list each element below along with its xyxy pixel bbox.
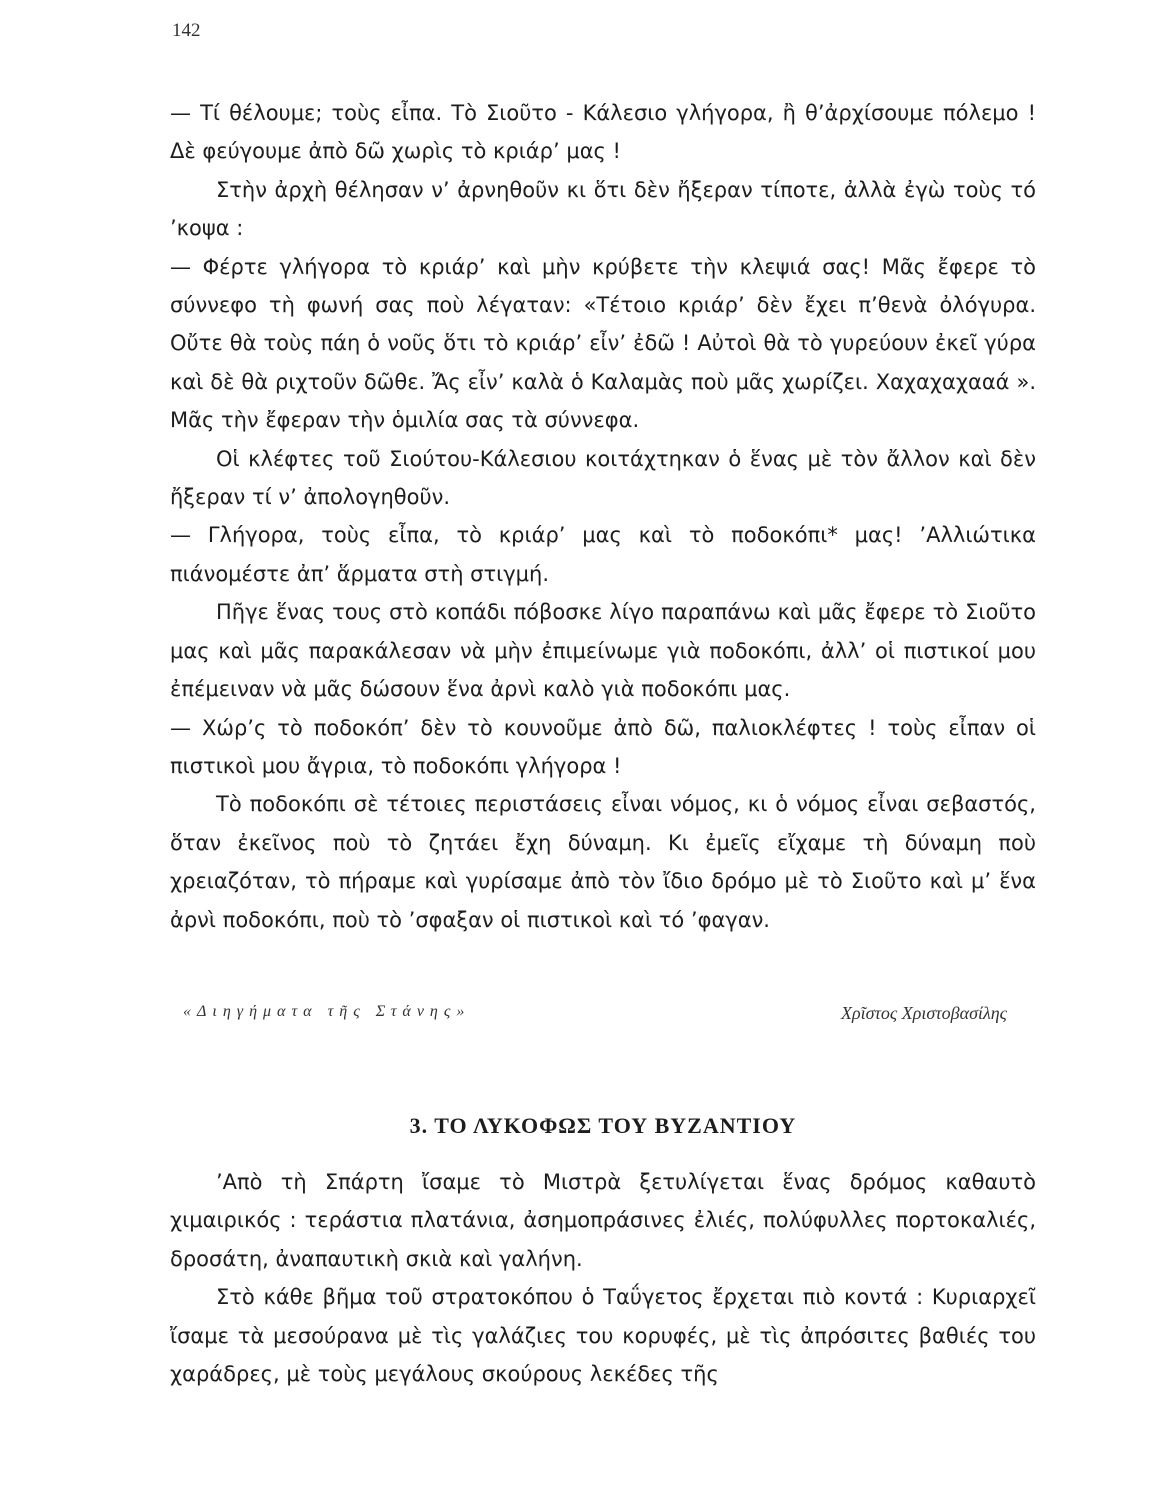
attribution-source: «Διηγήματα τῆς Στάνης» bbox=[183, 1003, 471, 1020]
section-text bbox=[170, 1163, 1036, 1393]
paragraph: Στὸ κάθε βῆμα τοῦ στρατοκόπου ὁ Ταΰγετος ἔρχεται πιὸ κοντά : Κυριαρχεῖ ἴσαμε τὰ μεσούρανα μὲ τὶς γαλάζιες του κορυφές, μὲ τὶς ἀπρόσιτες βαθιές του χαράδρες, μὲ τοὺς μεγάλους σκούρους λεκέδες τῆς bbox=[170, 1285, 1036, 1387]
paragraph: — Τί θέλουμε; τοὺς εἶπα. Τὸ Σιοῦτο - Κάλεσιο γλήγορα, ἢ θ’ἀρχίσουμε πόλεμο ! Δὲ φεύγουμε ἀπὸ δῶ χωρὶς τὸ κριάρ’ μας ! bbox=[170, 101, 1036, 164]
paragraph: Τὸ ποδοκόπι σὲ τέτοιες περιστάσεις εἶναι νόμος, κι ὁ νόμος εἶναι σεβαστός, ὅταν ἐκεῖνος ποὺ τὸ ζητάει ἔχη δύναμη. Κι ἐμεῖς εἴχαμε τὴ δύναμη ποὺ χρειαζόταν, τὸ πήραμε καὶ γυρίσαμε ἀπὸ τὸν ἴδιο δρόμο μὲ τὸ Σιοῦτο καὶ μ’ ἕνα ἀρνὶ ποδοκόπι, ποὺ τὸ ’σφαξαν οἱ πιστικοὶ καὶ τό ’φαγαν. bbox=[170, 792, 1036, 932]
paragraph: — Γλήγορα, τοὺς εἶπα, τὸ κριάρ’ μας καὶ τὸ ποδοκόπι* μας! ’Αλλιώτικα πιάνομέστε ἀπ’ ἅρματα στὴ στιγμή. bbox=[170, 523, 1036, 586]
paragraph: Πῆγε ἕνας τους στὸ κοπάδι πόβοσκε λίγο παραπάνω καὶ μᾶς ἔφερε τὸ Σιοῦτο μας καὶ μᾶς παρακάλεσαν νὰ μὴν ἐπιμείνωμε γιὰ ποδοκόπι, ἀλλ’ οἱ πιστικοί μου ἐπέμειναν νὰ μᾶς δώσουν ἕνα ἀρνὶ καλὸ γιὰ ποδοκόπι μας. bbox=[170, 600, 1036, 702]
attribution-author: Χρῖστος Χριστοβασίλης bbox=[840, 1003, 1007, 1023]
section-heading: 3. ΤΟ ΛΥΚΟΦΩΣ ΤΟΥ ΒΥΖΑΝΤΙΟΥ bbox=[409, 1113, 797, 1138]
paragraph: Στὴν ἀρχὴ θέλησαν ν’ ἀρνηθοῦν κι ὅτι δὲν ἤξεραν τίποτε, ἀλλὰ ἐγὼ τοὺς τό ’κοψα : bbox=[170, 177, 1036, 241]
story-text bbox=[170, 94, 1036, 939]
paragraph: Οἱ κλέφτες τοῦ Σιούτου-Κάλεσιου κοιτάχτηκαν ὁ ἕνας μὲ τὸν ἄλλον καὶ δὲν ἤξεραν τί ν’ ἀπολογηθοῦν. bbox=[170, 446, 1036, 510]
paragraph: — Φέρτε γλήγορα τὸ κριάρ’ καὶ μὴν κρύβετε τὴν κλεψιά σας! Μᾶς ἔφερε τὸ σύννεφο τὴ φωνή σας ποὺ λέγαταν: «Τέτοιο κριάρ’ δὲν ἔχει π’θενὰ ὀλόγυρα. Οὔτε θὰ τοὺς πάη ὁ νοῦς ὅτι τὸ κριάρ’ εἶν’ ἐδῶ ! Αὐτοὶ θὰ τὸ γυρεύουν ἐκεῖ γύρα καὶ δὲ θὰ ριχτοῦν δῶθε. Ἄς εἶν’ καλὰ ὁ Καλαμὰς ποὺ μᾶς χωρίζει. Χαχαχαχααά ». Μᾶς τὴν ἔφεραν τὴν ὁμιλία σας τὰ σύννεφα. bbox=[170, 254, 1036, 433]
attribution bbox=[183, 1003, 1007, 1024]
paragraph: — Χώρ’ς τὸ ποδοκόπ’ δὲν τὸ κουνοῦμε ἀπὸ δῶ, παλιοκλέφτες ! τοὺς εἶπαν οἱ πιστικοὶ μου ἄγρια, τὸ ποδοκόπι γλήγορα ! bbox=[170, 715, 1036, 778]
paragraph: ’Απὸ τὴ Σπάρτη ἴσαμε τὸ Μιστρὰ ξετυλίγεται ἕνας δρόμος καθαυτὸ χιμαιρικός : τεράστια πλατάνια, ἀσημοπράσινες ἐλιές, πολύφυλλες πορτοκαλιές, δροσάτη, ἀναπαυτικὴ σκιὰ καὶ γαλήνη. bbox=[170, 1170, 1036, 1271]
page-number: 142 bbox=[172, 20, 201, 41]
